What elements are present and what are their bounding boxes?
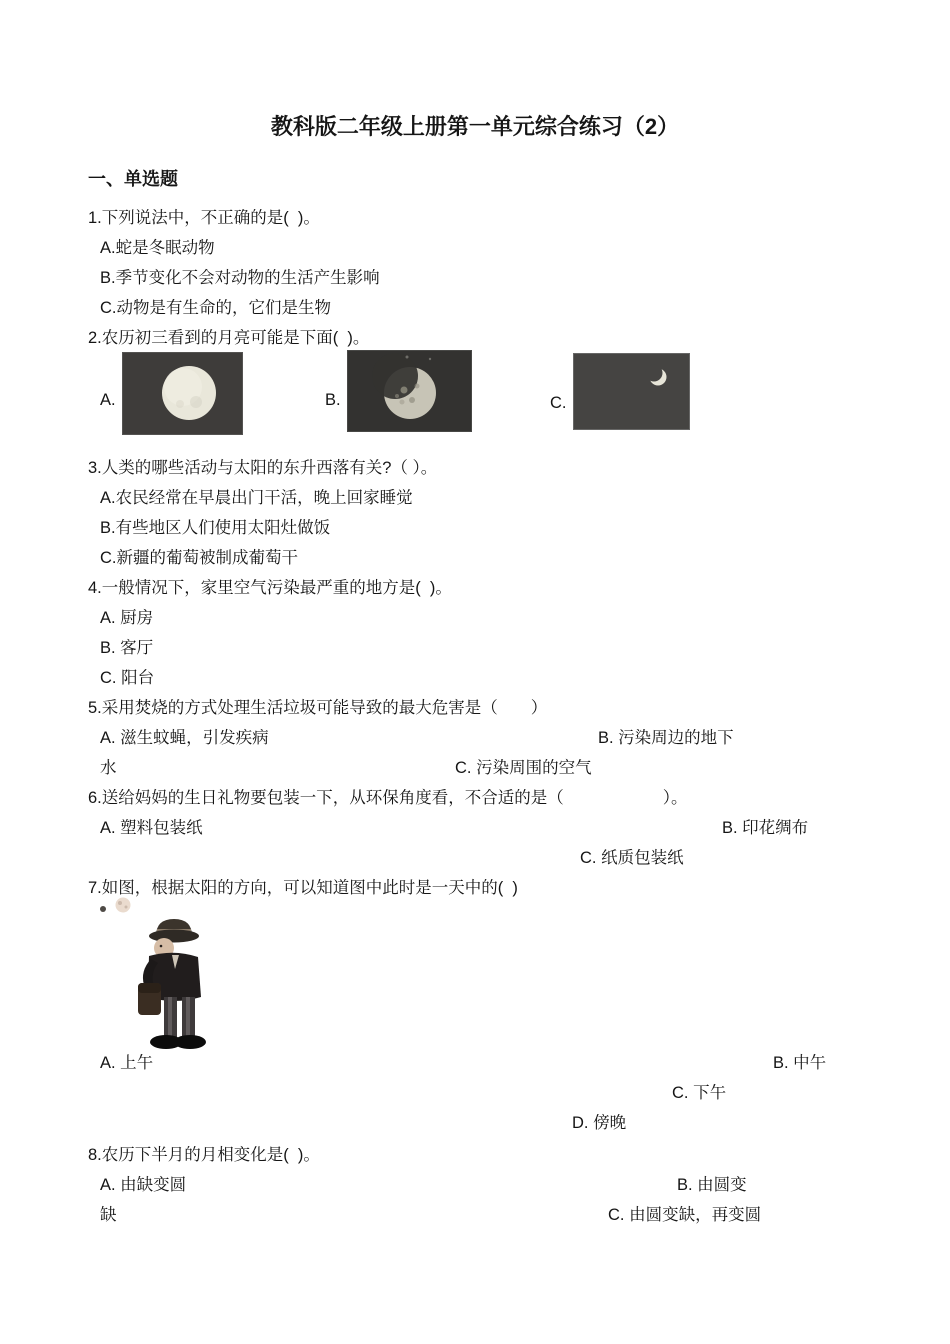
question-7-text: 7.如图，根据太阳的方向，可以知道图中此时是一天中的( )	[88, 879, 518, 897]
question-2-label-c: C.	[550, 394, 567, 412]
question-5-option-b-wrap: 水	[100, 759, 117, 777]
question-6-option-c: C. 纸质包装纸	[580, 849, 684, 867]
question-1-option-a: A.蛇是冬眠动物	[100, 239, 215, 257]
question-6-option-a: A. 塑料包装纸	[100, 819, 203, 837]
question-2-label-b: B.	[325, 391, 341, 409]
question-3-text: 3.人类的哪些活动与太阳的东升西落有关?（ ）。	[88, 459, 438, 477]
question-4-text: 4.一般情况下，家里空气污染最严重的地方是( )。	[88, 579, 452, 597]
question-5-option-b: B. 污染周边的地下	[598, 729, 734, 747]
question-4-option-b: B. 客厅	[100, 639, 154, 657]
question-8-text: 8.农历下半月的月相变化是( )。	[88, 1146, 320, 1164]
page-title: 教科版二年级上册第一单元综合练习（2）	[270, 114, 680, 139]
question-3-option-c: C.新疆的葡萄被制成葡萄干	[100, 549, 298, 567]
question-3-option-b: B.有些地区人们使用太阳灶做饭	[100, 519, 331, 537]
question-7-option-b: B. 中午	[773, 1054, 827, 1072]
question-1-option-b: B.季节变化不会对动物的生活产生影响	[100, 269, 380, 287]
question-8-option-b: B. 由圆变	[677, 1176, 747, 1194]
question-6-text: 6.送给妈妈的生日礼物要包装一下，从环保角度看，不合适的是（ ）。	[88, 789, 688, 807]
clay-man-with-sun-image	[88, 893, 238, 1051]
question-2-label-a: A.	[100, 391, 116, 409]
question-5-option-c: C. 污染周围的空气	[455, 759, 592, 777]
crescent-moon-image	[573, 353, 690, 430]
question-4-option-c: C. 阳台	[100, 669, 155, 687]
question-7-option-a: A. 上午	[100, 1054, 154, 1072]
question-5-text: 5.采用焚烧的方式处理生活垃圾可能导致的最大危害是（ ）	[88, 699, 548, 717]
full-moon-image	[122, 352, 243, 435]
question-8-option-a: A. 由缺变圆	[100, 1176, 187, 1194]
question-6-option-b: B. 印花绸布	[722, 819, 809, 837]
sun-icon	[100, 898, 131, 913]
question-3-option-a: A.农民经常在早晨出门干活，晚上回家睡觉	[100, 489, 413, 507]
question-8-option-c: C. 由圆变缺，再变圆	[608, 1206, 762, 1224]
gibbous-moon-image	[347, 350, 472, 432]
question-7-option-d: D. 傍晚	[572, 1114, 627, 1132]
question-1-text: 1.下列说法中，不正确的是( )。	[88, 209, 320, 227]
clay-man-figure	[138, 919, 206, 1049]
question-2-text: 2.农历初三看到的月亮可能是下面( )。	[88, 329, 370, 347]
question-7-option-c: C. 下午	[672, 1084, 727, 1102]
question-4-option-a: A. 厨房	[100, 609, 154, 627]
question-5-option-a: A. 滋生蚊蝇，引发疾病	[100, 729, 269, 747]
question-8-option-b-wrap: 缺	[100, 1206, 117, 1224]
question-1-option-c: C.动物是有生命的，它们是生物	[100, 299, 331, 317]
section-heading: 一、单选题	[88, 169, 178, 189]
